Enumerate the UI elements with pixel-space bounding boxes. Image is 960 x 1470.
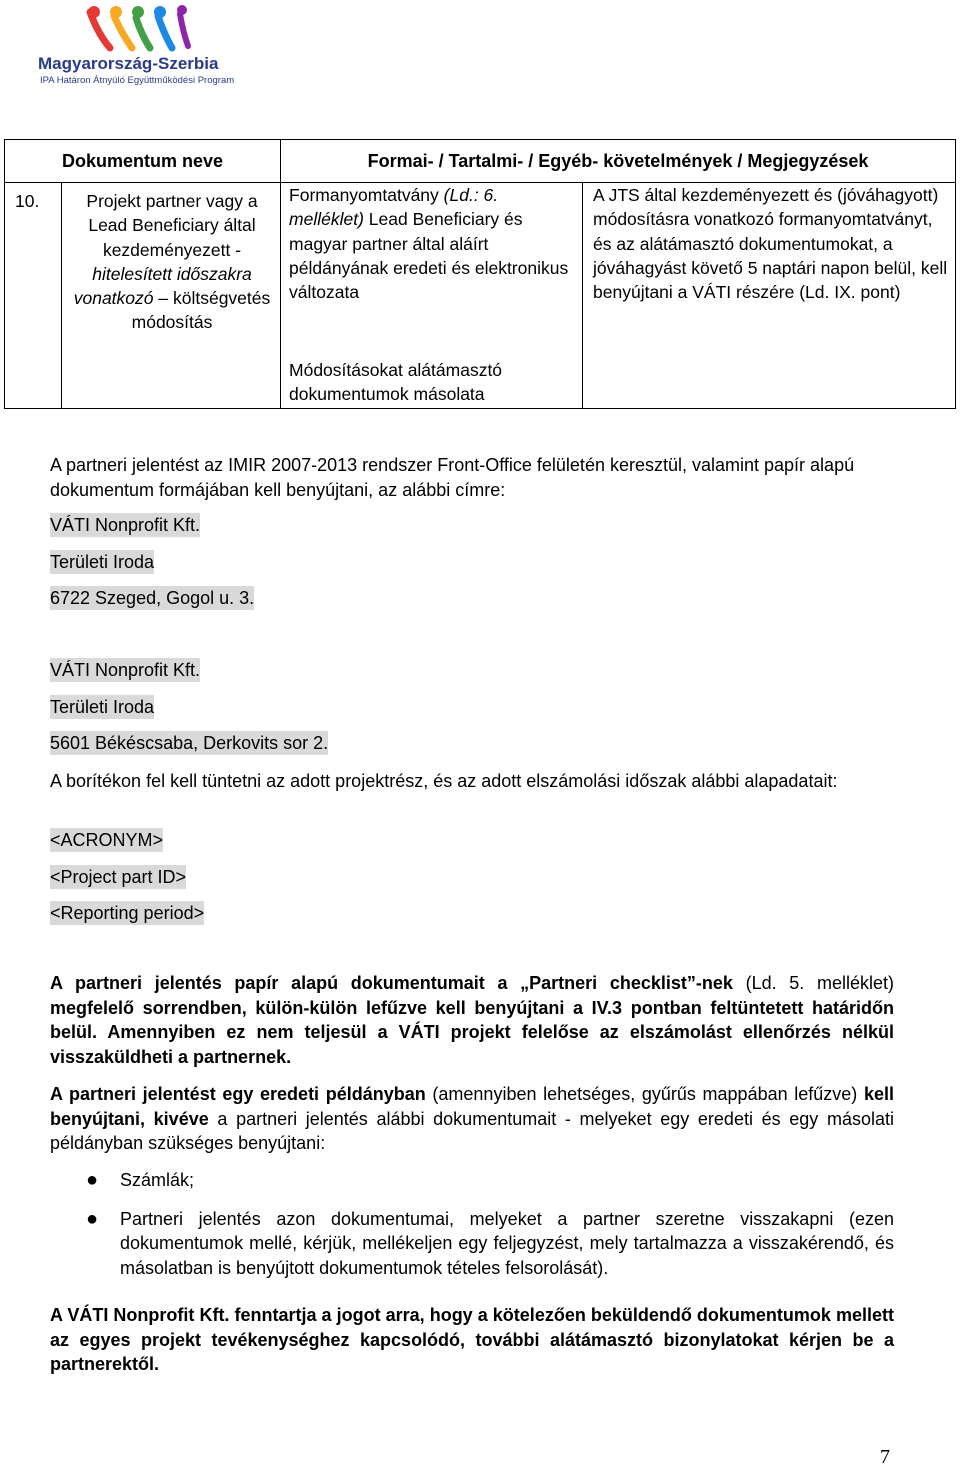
page-number: 7 <box>880 1446 890 1468</box>
address-city: 5601 Békéscsaba, Derkovits sor 2. <box>50 733 329 753</box>
closing-paragraph: A VÁTI Nonprofit Kft. fenntartja a jogot arra, hogy a kötelezően beküldendő dokumentumok mellett az egyes projekt tevékenységhez kapcsolódó, további alátámasztó bizonylatokat kérjen be a partnerektől. <box>50 1305 894 1374</box>
logo-name: Magyarország-Szerbia <box>38 54 219 73</box>
original-bold-2: kell benyújtani, kivéve <box>50 1084 894 1129</box>
envelope-paragraph: A borítékon fel kell tüntetni az adott projektrész, és az adott elszámolási időszak alábbi alapadatait: <box>50 771 838 791</box>
document-name-end: – költségvetés módosítás <box>131 288 271 333</box>
original-copy-paragraph <box>50 1082 894 1156</box>
list-item-text: Számlák; <box>120 1170 195 1190</box>
program-logo <box>36 4 246 88</box>
placeholder-acronym: <ACRONYM> <box>50 830 164 850</box>
checklist-annex-ref: (Ld. 5. melléklet) <box>732 973 894 993</box>
form-supporting-docs: Módosításokat alátámasztó dokumentumok másolata <box>289 360 503 405</box>
original-bold-1: A partneri jelentést egy eredeti példányban <box>50 1084 426 1104</box>
form-annex-reference: (Ld.: 6. melléklet) <box>289 185 499 230</box>
address-office: Területi Iroda <box>50 551 155 572</box>
bullet-icon: ● <box>86 1207 99 1230</box>
address-office: Területi Iroda <box>50 696 155 717</box>
intro-paragraph: A partneri jelentést az IMIR 2007-2013 rendszer Front-Office felületén keresztül, valamint papír alapú dokumentum formájában kell benyújtani, az alábbi címre: <box>50 455 855 500</box>
list-item-text: Partneri jelentés azon dokumentumai, melyeket a partner szeretne visszakapni (ezen dokumentumok mellé, kérjük, mellékeljen egy feljegyzést, mely tartalmazza a visszakérendő, és másolatban is benyújtott dokumentumok tételes felsorolását). <box>120 1208 894 1278</box>
placeholder-project-part-id: <Project part ID> <box>50 866 187 887</box>
address-bekescsaba <box>50 658 894 756</box>
table-header-row <box>5 140 956 183</box>
document-name-text: Projekt partner vagy a Lead Beneficiary által kezdeményezett - <box>86 191 258 260</box>
requirement-cell: A JTS által kezdeményezett és (jóváhagyott) módosításra vonatkozó formanyomtatványt, és az alátámasztó dokumentumokat, a jóváhagyást követő 5 naptári napon belül, kell benyújtani a VÁTI részére (Ld. IX. pont) <box>583 183 956 409</box>
list-item <box>50 1207 894 1281</box>
checklist-paragraph <box>50 971 894 1069</box>
original-normal-2: a partneri jelentés alábbi dokumentumait - melyeket egy eredeti és egy másolati példányban szükséges benyújtani: <box>50 1108 894 1153</box>
form-cell <box>281 183 583 409</box>
logo-subtitle: IPA Határon Átnyúló Együttműködési Program <box>40 75 235 86</box>
requirements-table <box>4 139 956 409</box>
form-text-1: Formanyomtatvány <box>289 185 439 205</box>
checklist-bold-1: A partneri jelentés papír alapú dokumentumait a „Partneri checklist”-nek <box>50 973 733 993</box>
document-list <box>50 1168 894 1280</box>
header-requirements: Formai- / Tartalmi- / Egyéb- követelmények / Megjegyzések <box>281 140 956 183</box>
address-org: VÁTI Nonprofit Kft. <box>50 660 201 680</box>
document-name-italic: hitelesített időszakra vonatkozó <box>73 263 252 309</box>
address-szeged <box>50 513 894 611</box>
placeholder-reporting-period: <Reporting period> <box>50 903 205 923</box>
address-org: VÁTI Nonprofit Kft. <box>50 515 201 535</box>
row-number: 10. <box>5 183 62 409</box>
document-name-cell <box>62 183 281 409</box>
header-document-name: Dokumentum neve <box>5 140 281 183</box>
bullet-icon: ● <box>86 1169 99 1191</box>
envelope-placeholders <box>50 828 894 926</box>
form-text-2: Lead Beneficiary és magyar partner által aláírt példányának eredeti és elektronikus változata <box>289 209 569 303</box>
table-row <box>5 183 956 409</box>
original-normal-1: (amennyiben lehetséges, gyűrűs mappában lefűzve) <box>425 1084 864 1104</box>
address-city: 6722 Szeged, Gogol u. 3. <box>50 588 255 608</box>
checklist-bold-2: megfelelő sorrendben, külön-külön lefűzve kell benyújtani a IV.3 pontban feltüntetett határidőn belül. Amennyiben ez nem teljesül a VÁTI projekt felelőse az elszámolást ellenőrzés nélkül visszaküldheti a partnernek. <box>50 997 894 1067</box>
logo-figures-icon <box>84 4 194 52</box>
list-item <box>50 1168 894 1193</box>
